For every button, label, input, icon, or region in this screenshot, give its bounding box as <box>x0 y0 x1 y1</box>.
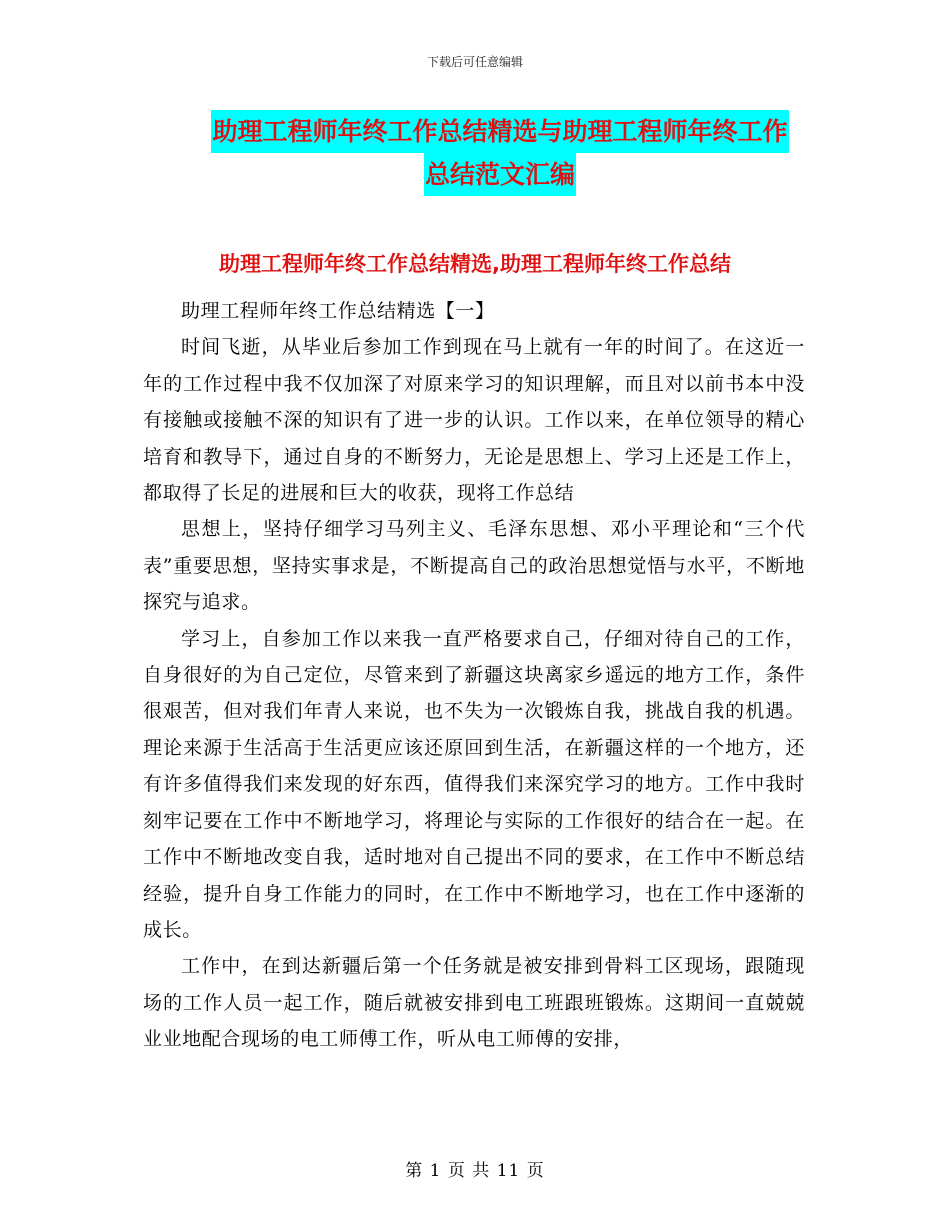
section-subtitle: 助理工程师年终工作总结精选,助理工程师年终工作总结 <box>219 252 731 276</box>
document-title-line-2: 总结范文汇编 <box>424 153 576 196</box>
page-footer: 第 1 页 共 11 页 <box>405 1161 545 1181</box>
document-body <box>143 293 805 1058</box>
paragraph: 思想上，坚持仔细学习马列主义、毛泽东思想、邓小平理论和“三个代表”重要思想，坚持实事求是，不断提高自己的政治思想觉悟与水平，不断地探究与追求。 <box>143 518 805 614</box>
document-title-line-1: 助理工程师年终工作总结精选与助理工程师年终工作 <box>211 110 788 153</box>
paragraph-section-heading: 助理工程师年终工作总结精选【一】 <box>181 300 495 322</box>
header-note: 下载后可任意编辑 <box>426 55 523 69</box>
paragraph: 工作中，在到达新疆后第一个任务就是被安排到骨料工区现场，跟随现场的工作人员一起工作，随后就被安排到电工班跟班锻炼。这期间一直兢兢业业地配合现场的电工师傅工作，听从电工师傅的安排， <box>143 955 805 1051</box>
paragraph: 时间飞逝，从毕业后参加工作到现在马上就有一年的时间了。在这近一年的工作过程中我不仅加深了对原来学习的知识理解，而且对以前书本中没有接触或接触不深的知识有了进一步的认识。工作以来，在单位领导的精心培育和教导下，通过自身的不断努力，无论是思想上、学习上还是工作上，都取得了长足的进展和巨大的收获，现将工作总结 <box>143 336 805 505</box>
paragraph: 学习上，自参加工作以来我一直严格要求自己，仔细对待自己的工作，自身很好的为自己定位，尽管来到了新疆这块离家乡遥远的地方工作，条件很艰苦，但对我们年青人来说，也不失为一次锻炼自我，挑战自我的机遇。理论来源于生活高于生活更应该还原回到生活，在新疆这样的一个地方，还有许多值得我们来发现的好东西，值得我们来深究学习的地方。工作中我时刻牢记要在工作中不断地学习，将理论与实际的工作很好的结合在一起。在工作中不断地改变自我，适时地对自己提出不同的要求，在工作中不断总结经验，提升自身工作能力的同时，在工作中不断地学习，也在工作中逐渐的成长。 <box>143 627 805 941</box>
document-title <box>190 110 810 196</box>
